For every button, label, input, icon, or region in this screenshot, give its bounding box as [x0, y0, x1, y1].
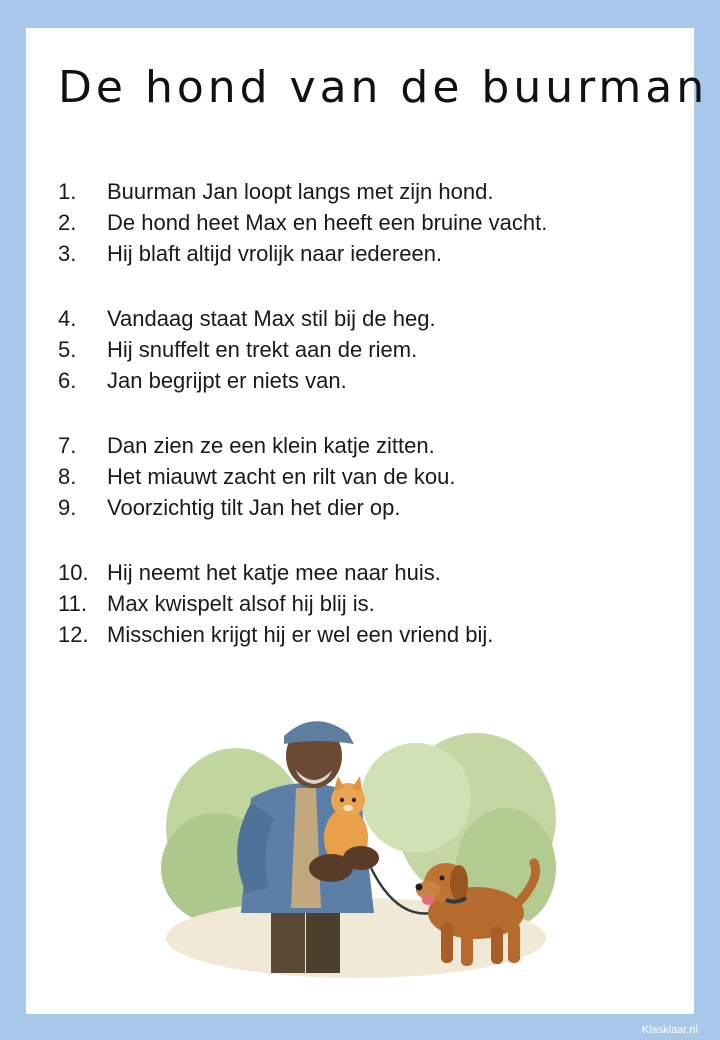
line-number: 9. — [58, 495, 77, 520]
line-text: Vandaag staat Max stil bij de heg. — [107, 306, 436, 331]
list-item — [58, 334, 547, 365]
line-number: 11. — [58, 591, 87, 616]
list-item — [58, 207, 547, 238]
list-item — [58, 303, 547, 334]
list-item — [58, 430, 547, 461]
worksheet-page — [26, 28, 709, 1014]
list-item — [58, 365, 547, 396]
line-text: Het miauwt zacht en rilt van de kou. — [107, 464, 456, 489]
line-text: Voorzichtig tilt Jan het dier op. — [107, 495, 401, 520]
line-number: 7. — [58, 433, 77, 458]
line-text: Buurman Jan loopt langs met zijn hond. — [107, 179, 494, 204]
list-item — [58, 461, 547, 492]
line-text: Hij neemt het katje mee naar huis. — [107, 560, 441, 585]
list-item — [58, 619, 547, 650]
line-text: De hond heet Max en heeft een bruine vacht. — [107, 210, 548, 235]
page-title: De hond van de buurman — [58, 62, 709, 113]
list-item — [58, 492, 547, 523]
line-text: Hij blaft altijd vrolijk naar iedereen. — [107, 241, 443, 266]
line-text: Max kwispelt alsof hij blij is. — [107, 591, 375, 616]
line-text: Hij snuffelt en trekt aan de riem. — [107, 337, 418, 362]
line-number: 12. — [58, 622, 89, 647]
line-number: 5. — [58, 337, 77, 362]
line-text: Misschien krijgt hij er wel een vriend bij. — [107, 622, 494, 647]
line-text: Jan begrijpt er niets van. — [107, 368, 347, 393]
man-with-kitten-and-dog-illustration — [156, 678, 556, 978]
line-number: 8. — [58, 464, 77, 489]
line-number: 6. — [58, 368, 77, 393]
list-item — [58, 238, 547, 269]
list-item — [58, 588, 547, 619]
line-number: 1. — [58, 179, 77, 204]
line-number: 4. — [58, 306, 77, 331]
list-item — [58, 557, 547, 588]
list-item — [58, 176, 547, 207]
line-number: 10. — [58, 560, 89, 585]
numbered-sentence-list — [58, 176, 547, 650]
line-number: 2. — [58, 210, 77, 235]
line-number: 3. — [58, 241, 77, 266]
line-text: Dan zien ze een klein katje zitten. — [107, 433, 435, 458]
watermark-text: Klasklaar.nl — [641, 1024, 698, 1036]
